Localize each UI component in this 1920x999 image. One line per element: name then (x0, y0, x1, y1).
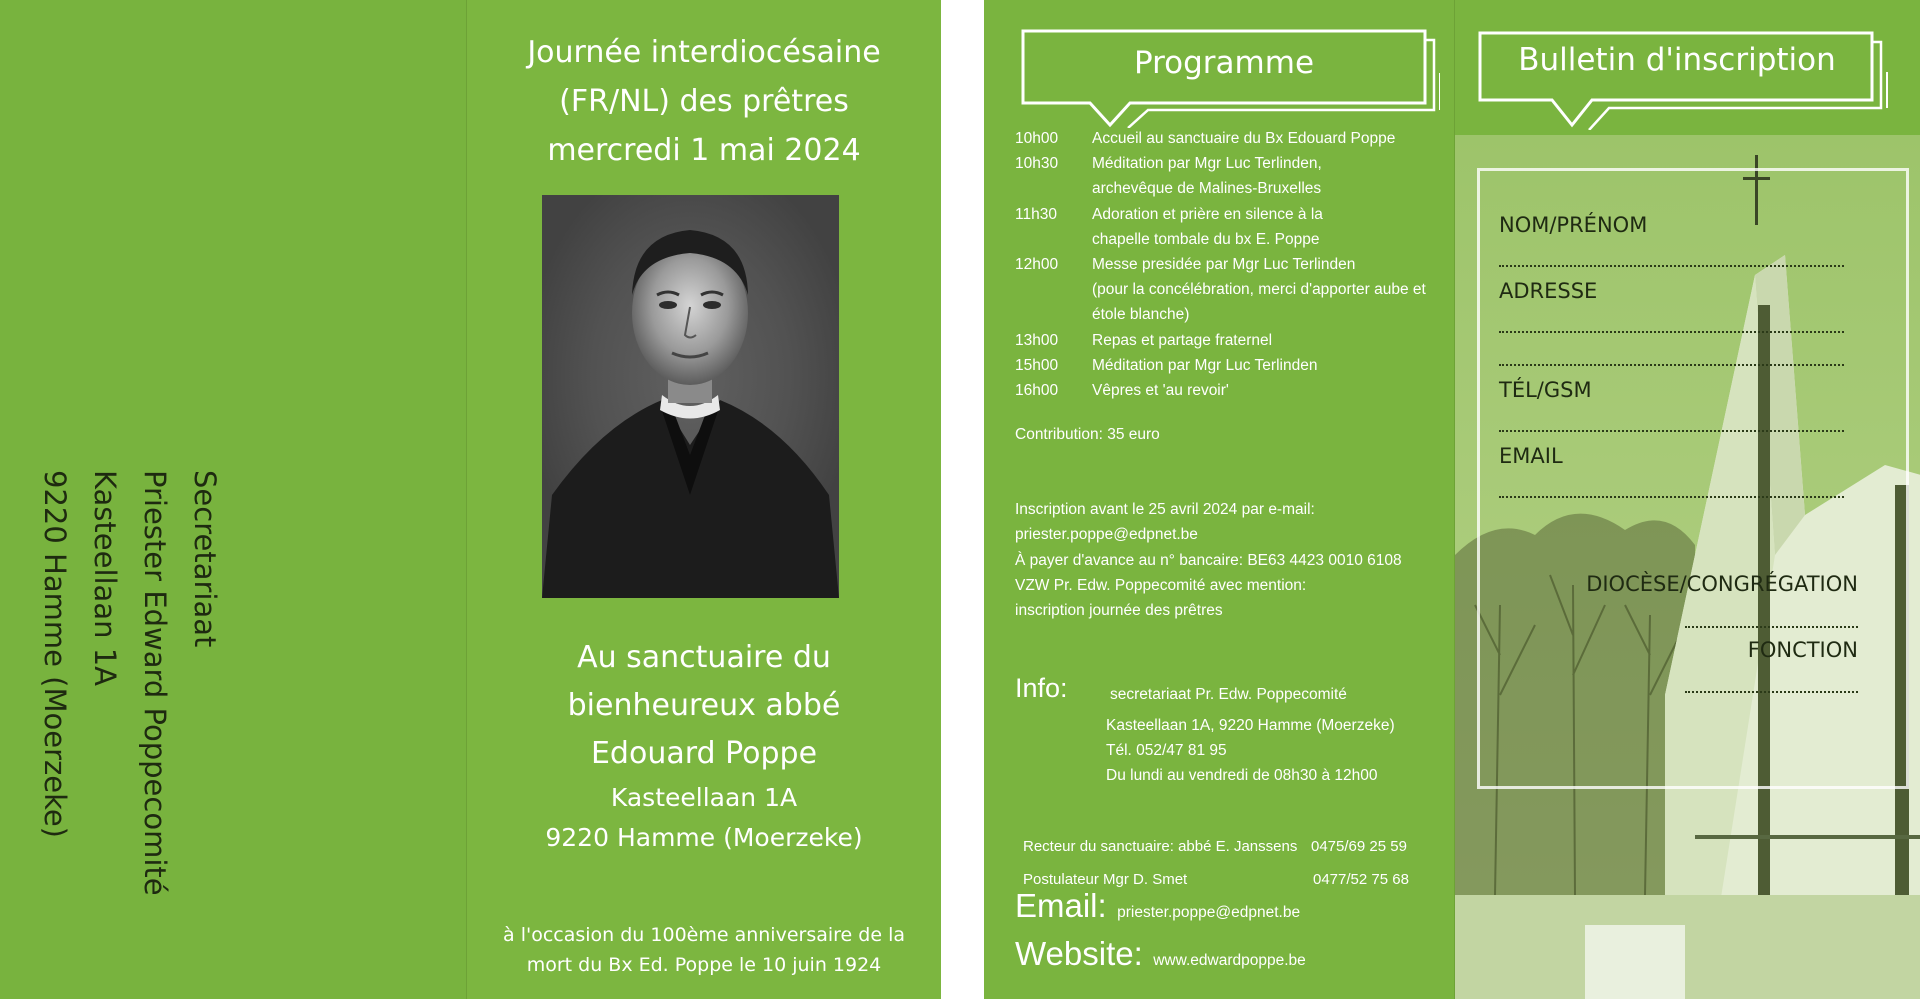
field-phone-input[interactable] (1499, 430, 1844, 432)
website-link[interactable]: www.edwardpoppe.be (1153, 952, 1306, 969)
programme-panel (984, 0, 1454, 999)
website-label: Website: (1015, 935, 1143, 972)
programme-desc: Accueil au sanctuaire du Bx Edouard Poppe (1092, 130, 1396, 147)
address-line: Secretariaat (188, 470, 222, 648)
occasion-line: mort du Bx Ed. Poppe le 10 juin 1924 (526, 954, 882, 976)
info-line: Tél. 052/47 81 95 (1106, 742, 1227, 759)
programme-desc: étole blanche) (1092, 306, 1190, 324)
occasion-line: à l'occasion du 100ème anniversaire de la (503, 924, 905, 946)
secretariat-address (30, 470, 230, 896)
field-address-label: ADRESSE (1499, 279, 1598, 303)
programme-time: 13h00 (1015, 331, 1059, 349)
inscription-info (1015, 497, 1402, 623)
programme-item (1015, 126, 1445, 151)
programme-item (1015, 378, 1445, 403)
field-address-input-2[interactable] (1499, 364, 1844, 366)
email-link[interactable]: priester.poppe@edpnet.be (1117, 904, 1301, 921)
contribution-value: 35 euro (1107, 426, 1160, 443)
programme-time: 11h30 (1015, 205, 1057, 223)
inscription-line: Inscription avant le 25 avril 2024 par e-mail: (1015, 501, 1315, 518)
field-phone-label: TÉL/GSM (1499, 378, 1592, 402)
occasion-text (477, 920, 931, 980)
programme-time: 15h00 (1015, 356, 1059, 374)
field-address-input[interactable] (1499, 331, 1844, 333)
recteur-phone: 0475/69 25 59 (1311, 838, 1407, 855)
inscription-line: VZW Pr. Edw. Poppecomité avec mention: (1015, 576, 1307, 594)
place-line: Au sanctuaire du (577, 640, 831, 675)
programme-item (1015, 328, 1445, 353)
info-line: Kasteellaan 1A, 9220 Hamme (Moerzeke) (1106, 717, 1395, 734)
inscription-line: inscription journée des prêtres (1015, 602, 1223, 620)
programme-desc: Adoration et prière en silence à la (1092, 205, 1323, 223)
postulateur-label: Postulateur Mgr D. Smet (1023, 871, 1188, 888)
info-heading: Info: (1015, 673, 1068, 703)
programme-item (1015, 151, 1445, 201)
cover-panel (466, 0, 941, 999)
place-line: Edouard Poppe (590, 736, 818, 771)
inscription-email: priester.poppe@edpnet.be (1015, 526, 1198, 544)
programme-item (1015, 353, 1445, 378)
place-line: bienheureux abbé (567, 688, 841, 723)
programme-time: 12h00 (1015, 256, 1059, 274)
inscription-line: À payer d'avance au n° bancaire: BE63 4423 0010 6108 (1015, 551, 1402, 569)
field-name-label: NOM/PRÉNOM (1499, 213, 1648, 237)
event-title (467, 28, 941, 175)
programme-time: 16h00 (1015, 382, 1059, 400)
portrait-photo (542, 195, 839, 598)
field-function-input[interactable] (1685, 691, 1858, 693)
title-line: (FR/NL) des prêtres (559, 84, 849, 119)
contribution-label: Contribution: (1015, 426, 1103, 443)
programme-desc: Méditation par Mgr Luc Terlinden, (1092, 155, 1322, 173)
programme-item (1015, 202, 1445, 252)
address-line: Kasteellaan 1A (88, 470, 122, 686)
field-email-input[interactable] (1499, 496, 1844, 498)
programme-time: 10h30 (1015, 155, 1059, 173)
form-heading: Bulletin d'inscription (1518, 42, 1836, 78)
email-contact (1015, 887, 1300, 925)
website-contact (1015, 935, 1306, 973)
field-email-label: EMAIL (1499, 444, 1563, 468)
programme-time: 10h00 (1015, 130, 1059, 147)
postulateur-phone: 0477/52 75 68 (1313, 871, 1409, 888)
programme-desc: (pour la concélébration, merci d'apporter aube et (1092, 281, 1426, 299)
field-diocese-label: DIOCÈSE/CONGRÉGATION (1586, 572, 1858, 596)
address-line: Priester Edward Poppecomité (138, 470, 172, 896)
field-function-label: FONCTION (1747, 638, 1858, 662)
back-panel (0, 0, 466, 999)
programme-desc: Repas et partage fraternel (1092, 331, 1273, 349)
field-diocese-input[interactable] (1685, 626, 1858, 628)
place-line: Kasteellaan 1A (610, 783, 798, 812)
programme-desc: chapelle tombale du bx E. Poppe (1092, 230, 1320, 248)
title-line: Journée interdiocésaine (527, 35, 881, 70)
address-line: 9220 Hamme (Moerzeke) (38, 470, 72, 838)
programme-desc: Messe presidée par Mgr Luc Terlinden (1092, 256, 1356, 274)
email-label: Email: (1015, 887, 1107, 924)
registration-panel (1454, 0, 1920, 999)
field-name-input[interactable] (1499, 265, 1844, 267)
programme-heading: Programme (1133, 45, 1315, 81)
programme-desc: Vêpres et 'au revoir' (1092, 382, 1229, 400)
info-line: Du lundi au vendredi de 08h30 à 12h00 (1106, 767, 1378, 784)
sanctuary-location (467, 634, 941, 858)
recteur-label: Recteur du sanctuaire: abbé E. Janssens (1023, 838, 1298, 855)
title-line: mercredi 1 mai 2024 (547, 133, 861, 168)
programme-item (1015, 252, 1445, 328)
programme-desc: Méditation par Mgr Luc Terlinden (1092, 356, 1318, 374)
programme-list (1015, 126, 1445, 403)
programme-desc: archevêque de Malines-Bruxelles (1092, 180, 1322, 198)
place-line: 9220 Hamme (Moerzeke) (545, 823, 863, 852)
contribution (1015, 426, 1160, 444)
info-line: secretariaat Pr. Edw. Poppecomité (1110, 686, 1347, 703)
registration-form (1477, 168, 1909, 789)
